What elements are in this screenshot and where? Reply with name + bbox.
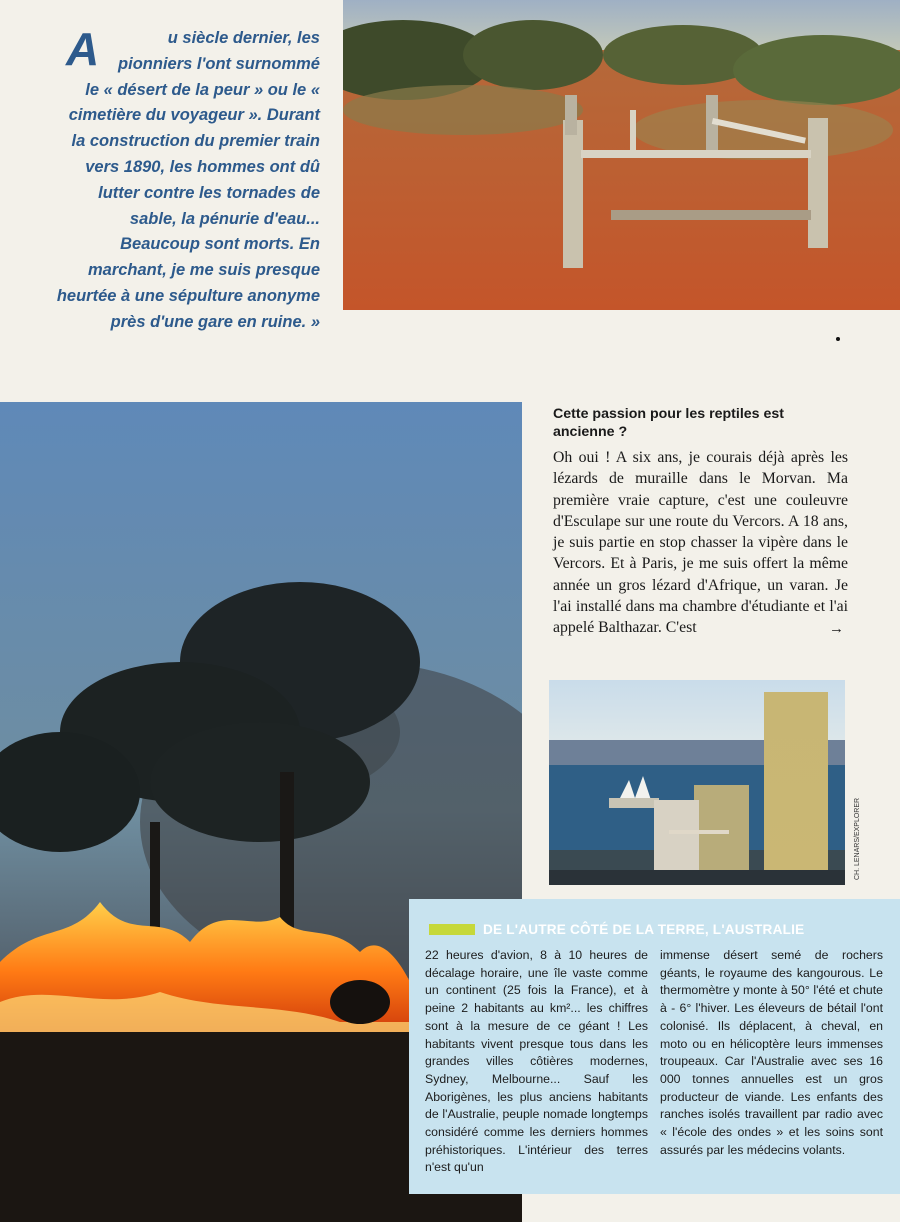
- pull-quote: [56, 23, 320, 336]
- interview-question: Cette passion pour les reptiles est ancienne ?: [553, 406, 785, 440]
- continue-arrow-icon: →: [829, 621, 844, 638]
- decorative-dot: [836, 337, 840, 341]
- interview-answer-text: Oh oui ! A six ans, je courais déjà après les lézards de muraille dans le Morvan. Ma première vraie capture, c'est une couleuvre d'Esculape sur une route du Vercors. A 18 ans, je suis partie en stop chasser la vipère dans le Vercors. Et à Paris, je me suis offert la même année un gros lézard d'Afrique, un varan. Je l'ai installé dans ma chambre d'étudiante et l'ai appelé Balthazar. C'est: [553, 449, 848, 637]
- sydney-harbour-photo: [549, 680, 845, 885]
- photo-credit: CH. LENARS/EXPLORER: [854, 797, 861, 880]
- quote-dropcap: A: [66, 23, 100, 75]
- outback-grave-photo: [343, 0, 900, 310]
- sidebar-columns: [425, 947, 883, 1177]
- australia-sidebar: [409, 899, 900, 1194]
- sidebar-column-2: immense désert semé de rochers géants, le royaume des kangourous. Le thermomètre y monte à 50° l'été et chute à - 6° l'hiver. Les éleveurs de bétail l'ont colonisé. Ils déplacent, à cheval, en moto ou en hélicoptère leurs immenses troupeaux. Car l'Australie avec ses 16 000 tonnes annuelles est un gros producteur de viande. Les enfants des ranches isolés travaillent par radio avec « l'école des ondes » et les soins sont assurés par les médecins volants.: [660, 948, 883, 1157]
- quote-text: u siècle dernier, les pionniers l'ont surnommé le « désert de la peur » ou le « cimetière du voyageur ». Durant la construction du premier train vers 1890, les hommes ont dû lutter contre les tornades de sable, la pénurie d'eau... Beaucoup sont morts. En marchant, je me suis presque heurtée à une sépulture anonyme près d'une gare en ruine. »: [56, 29, 320, 331]
- interview-answer: [553, 447, 848, 639]
- sidebar-title-text: DE L'AUTRE CÔTÉ DE LA TERRE, L'AUSTRALIE: [483, 921, 805, 937]
- sidebar-title: [429, 919, 804, 939]
- sidebar-column-1: 22 heures d'avion, 8 à 10 heures de décalage horaire, une île vaste comme un continent (25 fois la France), et à peine 2 habitants au km²... les chiffres sont à la mesure de ce géant ! Les habitants vivent presque tous dans les grandes villes côtières modernes, Sydney, Melbourne... Sauf les Aborigènes, les plus anciens habitants de l'Australie, peuple nomade longtemps considéré comme les derniers hommes préhistoriques. L'intérieur des terres n'est qu'un: [425, 948, 648, 1175]
- title-accent-bar: [429, 924, 475, 935]
